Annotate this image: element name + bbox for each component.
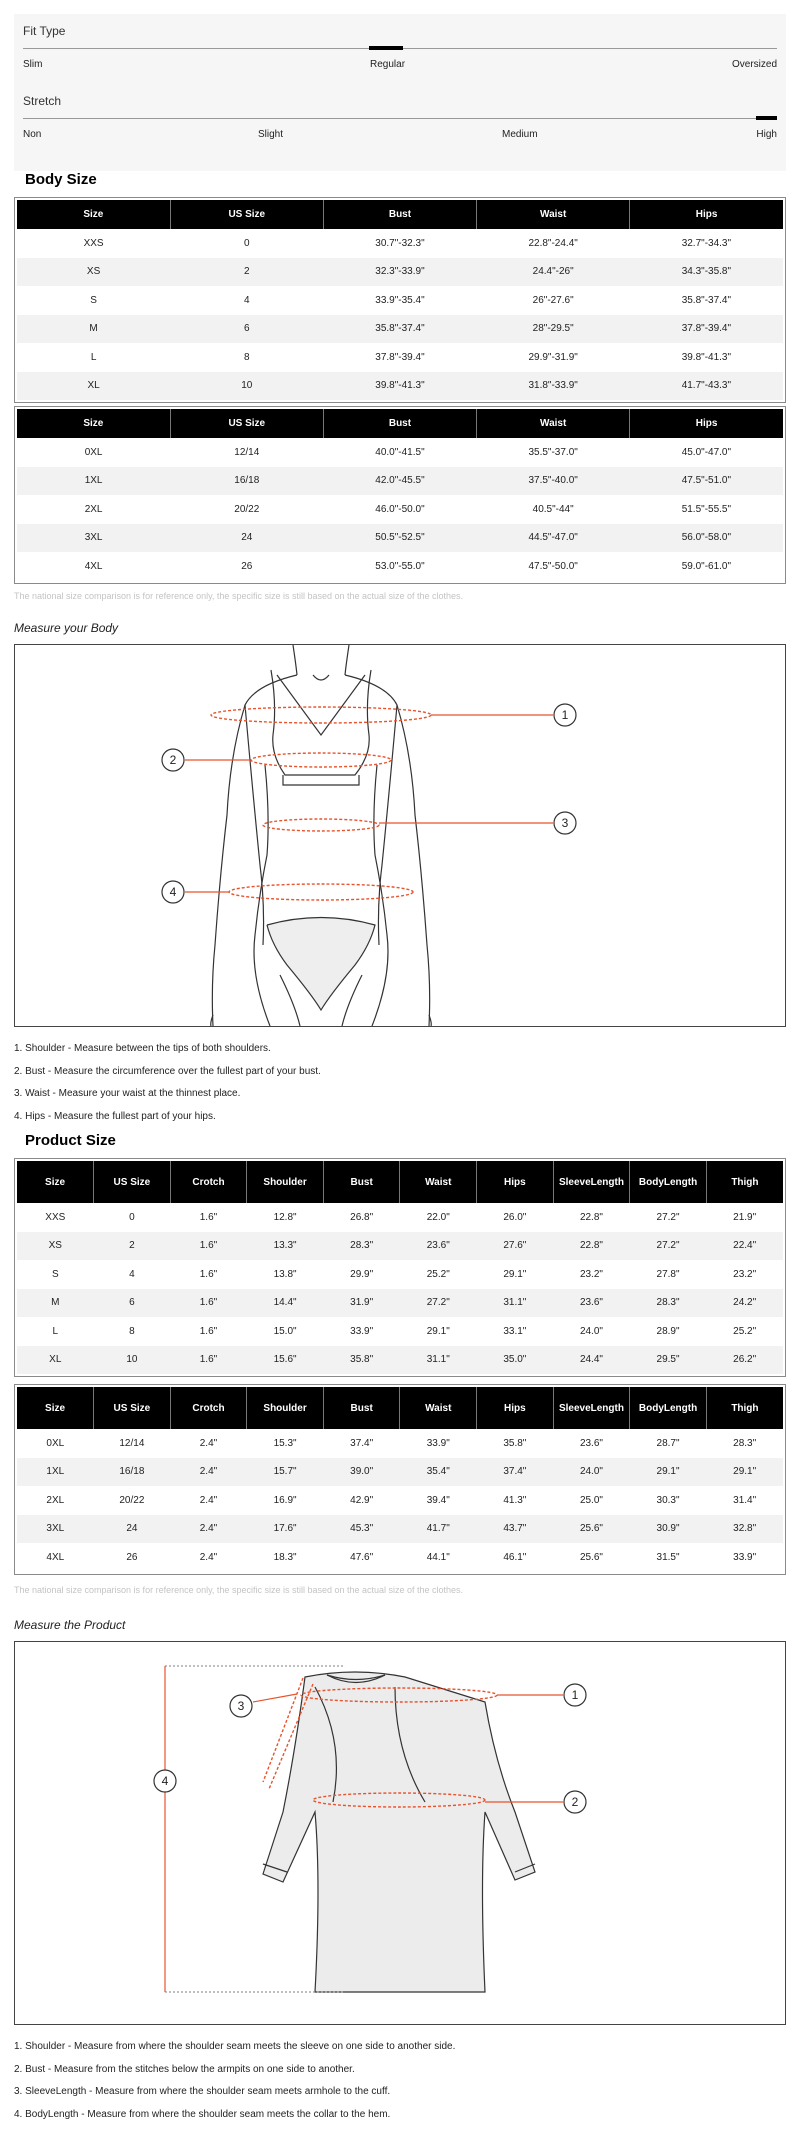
table-cell: 31.9" bbox=[323, 1289, 400, 1318]
table-cell: 27.2" bbox=[400, 1289, 477, 1318]
instruction-item: 1. Shoulder - Measure between the tips of both shoulders. bbox=[14, 1043, 271, 1054]
stretch-label: High bbox=[756, 129, 777, 140]
table-cell: 2.4" bbox=[170, 1458, 247, 1487]
table-cell: L bbox=[90, 351, 97, 363]
marker-label: 3 bbox=[237, 1699, 245, 1713]
table-cell: 2XL bbox=[84, 503, 103, 515]
table-cell: 29.9"-31.9" bbox=[528, 351, 578, 363]
table-cell: 12/14 bbox=[119, 1437, 145, 1449]
table-cell: 26"-27.6" bbox=[532, 294, 574, 306]
instruction-item: 1. Shoulder - Measure from where the shoulder seam meets the sleeve on one side to another side. bbox=[14, 2041, 456, 2052]
table-cell: 0 bbox=[129, 1211, 135, 1223]
table-row bbox=[17, 229, 783, 258]
marker-label: 1 bbox=[561, 708, 569, 722]
table-cell: 2 bbox=[94, 1232, 171, 1261]
measure-product-title: Measure the Product bbox=[14, 1618, 126, 1632]
table-row bbox=[17, 1458, 783, 1487]
table-row bbox=[17, 524, 783, 553]
table-cell: 1XL bbox=[17, 467, 170, 496]
table-cell: 4XL bbox=[46, 1551, 65, 1563]
table-cell: 28.7" bbox=[656, 1437, 680, 1449]
body-size-table-plus bbox=[14, 406, 786, 584]
table-cell: 1.6" bbox=[199, 1325, 218, 1337]
column-header: Crotch bbox=[170, 1161, 247, 1203]
table-cell: 16.9" bbox=[273, 1494, 297, 1506]
table-cell: 26.2" bbox=[706, 1346, 783, 1375]
body-figure bbox=[14, 644, 786, 1027]
fit-type-marker bbox=[369, 46, 403, 50]
column-header: US Size bbox=[170, 200, 323, 229]
table-cell: 28.3" bbox=[733, 1437, 757, 1449]
fit-type-title: Fit Type bbox=[23, 24, 66, 38]
table-cell: 40.5"-44" bbox=[532, 503, 574, 515]
column-header: Hips bbox=[477, 1387, 554, 1429]
table-row bbox=[17, 552, 783, 581]
column-header: Size bbox=[17, 200, 170, 229]
table-cell: 31.1" bbox=[400, 1346, 477, 1375]
product-instructions bbox=[14, 2040, 455, 2130]
table-cell: 28"-29.5" bbox=[477, 315, 630, 344]
column-header: US Size bbox=[94, 1161, 171, 1203]
tshirt-illustration bbox=[15, 1642, 785, 2024]
table-cell: 30.7"-32.3" bbox=[375, 237, 425, 249]
table-cell: 51.5"-55.5" bbox=[681, 503, 732, 515]
column-header: SleeveLength bbox=[553, 1161, 630, 1203]
table-cell: 25.6" bbox=[553, 1515, 630, 1544]
table-cell: 41.3" bbox=[503, 1494, 527, 1506]
table-row bbox=[17, 1317, 783, 1346]
table-cell: 26 bbox=[241, 560, 253, 572]
table-cell: L bbox=[52, 1325, 59, 1337]
table-row bbox=[17, 1543, 783, 1572]
column-header: Waist bbox=[400, 1387, 477, 1429]
table-cell: M bbox=[17, 315, 170, 344]
table-cell: XS bbox=[17, 1232, 94, 1261]
table-cell: 14.4" bbox=[247, 1289, 324, 1318]
table-cell: 24 bbox=[94, 1515, 171, 1544]
table-cell: 4 bbox=[244, 294, 250, 306]
table-cell: 29.9" bbox=[350, 1268, 374, 1280]
table-cell: 24 bbox=[170, 524, 323, 553]
table-cell: 30.3" bbox=[656, 1494, 680, 1506]
table-row bbox=[17, 1203, 783, 1232]
table-cell: 1.6" bbox=[199, 1211, 218, 1223]
column-header: BodyLength bbox=[630, 1161, 707, 1203]
table-cell: 12/14 bbox=[234, 446, 260, 458]
table-cell: 33.9" bbox=[733, 1551, 757, 1563]
table-cell: 22.8" bbox=[553, 1232, 630, 1261]
column-header: Waist bbox=[400, 1161, 477, 1203]
table-row bbox=[17, 495, 783, 524]
table-cell: 10 bbox=[170, 372, 323, 401]
table-cell: 32.8" bbox=[706, 1515, 783, 1544]
table-row bbox=[17, 438, 783, 467]
fit-panel bbox=[14, 14, 786, 171]
table-cell: 18.3" bbox=[273, 1551, 297, 1563]
table-cell: 2.4" bbox=[199, 1494, 218, 1506]
fit-type-label: Slim bbox=[23, 59, 43, 70]
table-cell: 28.9" bbox=[656, 1325, 680, 1337]
fit-type-label: Regular bbox=[370, 59, 406, 70]
table-cell: 41.7" bbox=[400, 1515, 477, 1544]
table-cell: XL bbox=[17, 372, 170, 401]
table-cell: 33.9"-35.4" bbox=[375, 294, 425, 306]
instruction-item: 4. BodyLength - Measure from where the shoulder seam meets the collar to the hem. bbox=[14, 2108, 391, 2120]
marker-label: 1 bbox=[571, 1688, 579, 1702]
table-cell: 4XL bbox=[84, 560, 103, 572]
table-cell: 39.8"-41.3" bbox=[681, 351, 732, 363]
table-cell: 10 bbox=[94, 1346, 171, 1375]
table-cell: 26 bbox=[126, 1551, 138, 1563]
table-cell: 33.9" bbox=[426, 1437, 450, 1449]
table-cell: 25.6" bbox=[579, 1551, 603, 1563]
instruction-item: 2. Bust - Measure from the stitches below the armpits on one side to another. bbox=[14, 2063, 355, 2075]
table-cell: 1.6" bbox=[170, 1289, 247, 1318]
table-cell: 30.9" bbox=[630, 1515, 707, 1544]
table-cell: 8 bbox=[244, 351, 250, 363]
body-size-title: Body Size bbox=[25, 171, 97, 188]
product-size-table-regular bbox=[14, 1158, 786, 1377]
table-cell: 1XL bbox=[17, 1458, 94, 1487]
table-cell: 45.3" bbox=[323, 1515, 400, 1544]
table-cell: 35.0" bbox=[477, 1346, 554, 1375]
table-cell: 35.8"-37.4" bbox=[681, 294, 732, 306]
table-cell: 27.8" bbox=[656, 1268, 680, 1280]
table-cell: 15.0" bbox=[273, 1325, 297, 1337]
table-cell: 24.0" bbox=[553, 1458, 630, 1487]
column-header: Waist bbox=[477, 409, 630, 438]
table-cell: 0XL bbox=[84, 446, 103, 458]
table-cell: 29.1" bbox=[426, 1325, 450, 1337]
table-cell: 35.8" bbox=[503, 1437, 527, 1449]
instruction-item: 3. Waist - Measure your waist at the thinnest place. bbox=[14, 1088, 241, 1099]
table-cell: 25.2" bbox=[733, 1325, 757, 1337]
table-cell: 2.4" bbox=[199, 1551, 218, 1563]
table-cell: XXS bbox=[45, 1211, 66, 1223]
instruction-item: 3. SleeveLength - Measure from where the shoulder seam meets armhole to the cuff. bbox=[14, 2086, 391, 2097]
table-cell: 16/18 bbox=[94, 1458, 171, 1487]
table-cell: 23.2" bbox=[579, 1268, 603, 1280]
table-cell: 23.6" bbox=[553, 1289, 630, 1318]
marker-label: 4 bbox=[169, 885, 177, 899]
table-cell: 47.6" bbox=[350, 1551, 374, 1563]
product-figure bbox=[14, 1641, 786, 2025]
table-row bbox=[17, 467, 783, 496]
table-cell: 28.3" bbox=[630, 1289, 707, 1318]
column-header: Shoulder bbox=[247, 1387, 324, 1429]
table-cell: 29.1" bbox=[630, 1458, 707, 1487]
table-cell: 20/22 bbox=[119, 1494, 145, 1506]
table-row bbox=[17, 1232, 783, 1261]
table-cell: 47.5"-50.0" bbox=[528, 560, 578, 572]
table-cell: 39.0" bbox=[323, 1458, 400, 1487]
table-cell: 29.1" bbox=[503, 1268, 527, 1280]
table-cell: 33.1" bbox=[503, 1325, 527, 1337]
column-header: Size bbox=[17, 1161, 94, 1203]
table-cell: 31.1" bbox=[477, 1289, 554, 1318]
table-row bbox=[17, 1486, 783, 1515]
table-cell: 8 bbox=[129, 1325, 135, 1337]
body-size-note: The national size comparison is for reference only, the specific size is still based on the actual size of the clothes. bbox=[14, 591, 464, 601]
table-cell: 23.2" bbox=[733, 1268, 757, 1280]
table-cell: 40.0"-41.5" bbox=[375, 446, 425, 458]
table-cell: 22.8" bbox=[579, 1211, 603, 1223]
column-header: Bust bbox=[323, 409, 476, 438]
table-cell: 3XL bbox=[17, 1515, 94, 1544]
table-row bbox=[17, 315, 783, 344]
column-header: Hips bbox=[630, 200, 783, 229]
table-cell: 35.8" bbox=[323, 1346, 400, 1375]
table-cell: 1.6" bbox=[170, 1232, 247, 1261]
table-cell: 27.2" bbox=[656, 1211, 680, 1223]
table-cell: 22.0" bbox=[426, 1211, 450, 1223]
column-header: BodyLength bbox=[630, 1387, 707, 1429]
column-header: Waist bbox=[477, 200, 630, 229]
table-cell: 21.9" bbox=[733, 1211, 757, 1223]
stretch-title: Stretch bbox=[23, 94, 62, 108]
table-cell: 15.3" bbox=[273, 1437, 297, 1449]
column-header: Crotch bbox=[170, 1387, 247, 1429]
table-cell: 56.0"-58.0" bbox=[630, 524, 783, 553]
table-cell: 35.5"-37.0" bbox=[528, 446, 578, 458]
column-header: Bust bbox=[323, 1161, 400, 1203]
product-size-table-plus bbox=[14, 1384, 786, 1575]
table-cell: 23.6" bbox=[400, 1232, 477, 1261]
table-cell: 29.1" bbox=[706, 1458, 783, 1487]
table-row bbox=[17, 258, 783, 287]
table-cell: 37.5"-40.0" bbox=[477, 467, 630, 496]
stretch-label: Medium bbox=[502, 129, 538, 140]
table-cell: 39.8"-41.3" bbox=[323, 372, 476, 401]
table-cell: 53.0"-55.0" bbox=[375, 560, 425, 572]
marker-label: 3 bbox=[561, 816, 569, 830]
table-cell: M bbox=[17, 1289, 94, 1318]
table-cell: 1.6" bbox=[170, 1346, 247, 1375]
table-cell: 41.7"-43.3" bbox=[630, 372, 783, 401]
column-header: Bust bbox=[323, 200, 476, 229]
table-cell: 42.9" bbox=[350, 1494, 374, 1506]
marker-label: 4 bbox=[161, 1774, 169, 1788]
table-cell: 6 bbox=[94, 1289, 171, 1318]
table-cell: 27.6" bbox=[477, 1232, 554, 1261]
table-cell: 28.3" bbox=[323, 1232, 400, 1261]
marker-label: 2 bbox=[571, 1795, 579, 1809]
table-cell: 22.4" bbox=[706, 1232, 783, 1261]
table-cell: 12.8" bbox=[273, 1211, 297, 1223]
measure-body-title: Measure your Body bbox=[14, 621, 119, 635]
table-cell: 50.5"-52.5" bbox=[323, 524, 476, 553]
table-cell: 37.4" bbox=[350, 1437, 374, 1449]
fit-type-label: Oversized bbox=[731, 59, 777, 70]
table-cell: 24.4" bbox=[553, 1346, 630, 1375]
table-row bbox=[17, 1289, 783, 1318]
table-cell: 37.4" bbox=[477, 1458, 554, 1487]
column-header: Bust bbox=[323, 1387, 400, 1429]
product-size-title: Product Size bbox=[25, 1132, 116, 1149]
table-row bbox=[17, 1515, 783, 1544]
column-header: Hips bbox=[630, 409, 783, 438]
table-cell: 2 bbox=[170, 258, 323, 287]
table-cell: 32.7"-34.3" bbox=[681, 237, 732, 249]
column-header: US Size bbox=[94, 1387, 171, 1429]
table-cell: S bbox=[51, 1268, 59, 1280]
table-row bbox=[17, 343, 783, 372]
table-cell: 45.0"-47.0" bbox=[681, 446, 732, 458]
table-cell: 3XL bbox=[17, 524, 170, 553]
table-cell: 6 bbox=[170, 315, 323, 344]
table-row bbox=[17, 1346, 783, 1375]
column-header: US Size bbox=[170, 409, 323, 438]
table-cell: 35.8"-37.4" bbox=[323, 315, 476, 344]
table-cell: 25.2" bbox=[426, 1268, 450, 1280]
table-cell: 25.0" bbox=[579, 1494, 603, 1506]
column-header: Thigh bbox=[706, 1161, 783, 1203]
table-cell: 31.4" bbox=[733, 1494, 757, 1506]
column-header: Hips bbox=[477, 1161, 554, 1203]
table-cell: XS bbox=[17, 258, 170, 287]
table-cell: 24.2" bbox=[706, 1289, 783, 1318]
body-illustration bbox=[15, 645, 785, 1026]
table-cell: XL bbox=[17, 1346, 94, 1375]
column-header: SleeveLength bbox=[553, 1387, 630, 1429]
table-cell: 22.8"-24.4" bbox=[528, 237, 578, 249]
table-cell: 35.4" bbox=[400, 1458, 477, 1487]
table-cell: S bbox=[90, 294, 97, 306]
table-cell: 13.8" bbox=[273, 1268, 297, 1280]
column-header: Size bbox=[17, 1387, 94, 1429]
table-cell: 34.3"-35.8" bbox=[630, 258, 783, 287]
product-size-note: The national size comparison is for reference only, the specific size is still based on the actual size of the clothes. bbox=[14, 1585, 464, 1595]
table-cell: 37.8"-39.4" bbox=[375, 351, 425, 363]
table-cell: 44.5"-47.0" bbox=[477, 524, 630, 553]
table-cell: 33.9" bbox=[350, 1325, 374, 1337]
instruction-item: 4. Hips - Measure the fullest part of your hips. bbox=[14, 1110, 216, 1122]
table-cell: 46.0"-50.0" bbox=[375, 503, 425, 515]
table-row bbox=[17, 286, 783, 315]
table-row bbox=[17, 1260, 783, 1289]
table-cell: 16/18 bbox=[170, 467, 323, 496]
table-cell: 59.0"-61.0" bbox=[681, 560, 732, 572]
table-cell: 1.6" bbox=[199, 1268, 218, 1280]
table-cell: 20/22 bbox=[234, 503, 260, 515]
table-row bbox=[17, 372, 783, 401]
table-cell: 2.4" bbox=[199, 1437, 218, 1449]
column-header: Shoulder bbox=[247, 1161, 324, 1203]
body-instructions bbox=[14, 1042, 321, 1132]
stretch-label: Non bbox=[23, 129, 42, 140]
table-cell: 17.6" bbox=[247, 1515, 324, 1544]
table-cell: 37.8"-39.4" bbox=[630, 315, 783, 344]
stretch-label: Slight bbox=[258, 129, 284, 140]
column-header: Thigh bbox=[706, 1387, 783, 1429]
table-cell: 0XL bbox=[46, 1437, 65, 1449]
table-cell: 32.3"-33.9" bbox=[323, 258, 476, 287]
table-cell: 26.0" bbox=[503, 1211, 527, 1223]
table-cell: 24.0" bbox=[579, 1325, 603, 1337]
table-cell: 13.3" bbox=[247, 1232, 324, 1261]
table-cell: XXS bbox=[83, 237, 104, 249]
table-cell: 23.6" bbox=[579, 1437, 603, 1449]
column-header: Size bbox=[17, 409, 170, 438]
stretch-track bbox=[23, 118, 777, 119]
stretch-marker bbox=[756, 116, 777, 120]
marker-label: 2 bbox=[169, 753, 177, 767]
table-cell: 2XL bbox=[46, 1494, 65, 1506]
table-cell: 27.2" bbox=[630, 1232, 707, 1261]
table-cell: 24.4"-26" bbox=[477, 258, 630, 287]
instruction-item: 2. Bust - Measure the circumference over the fullest part of your bust. bbox=[14, 1065, 321, 1077]
table-cell: 26.8" bbox=[350, 1211, 374, 1223]
table-cell: 43.7" bbox=[477, 1515, 554, 1544]
table-row bbox=[17, 1429, 783, 1458]
table-cell: 42.0"-45.5" bbox=[323, 467, 476, 496]
table-cell: 4 bbox=[129, 1268, 135, 1280]
body-size-table-regular bbox=[14, 197, 786, 403]
table-cell: 31.5" bbox=[656, 1551, 680, 1563]
table-cell: 31.8"-33.9" bbox=[477, 372, 630, 401]
table-cell: 39.4" bbox=[426, 1494, 450, 1506]
table-cell: 2.4" bbox=[170, 1515, 247, 1544]
table-cell: 15.6" bbox=[247, 1346, 324, 1375]
table-cell: 15.7" bbox=[247, 1458, 324, 1487]
table-cell: 0 bbox=[244, 237, 250, 249]
table-cell: 47.5"-51.0" bbox=[630, 467, 783, 496]
table-cell: 46.1" bbox=[503, 1551, 527, 1563]
table-cell: 44.1" bbox=[426, 1551, 450, 1563]
table-cell: 29.5" bbox=[630, 1346, 707, 1375]
